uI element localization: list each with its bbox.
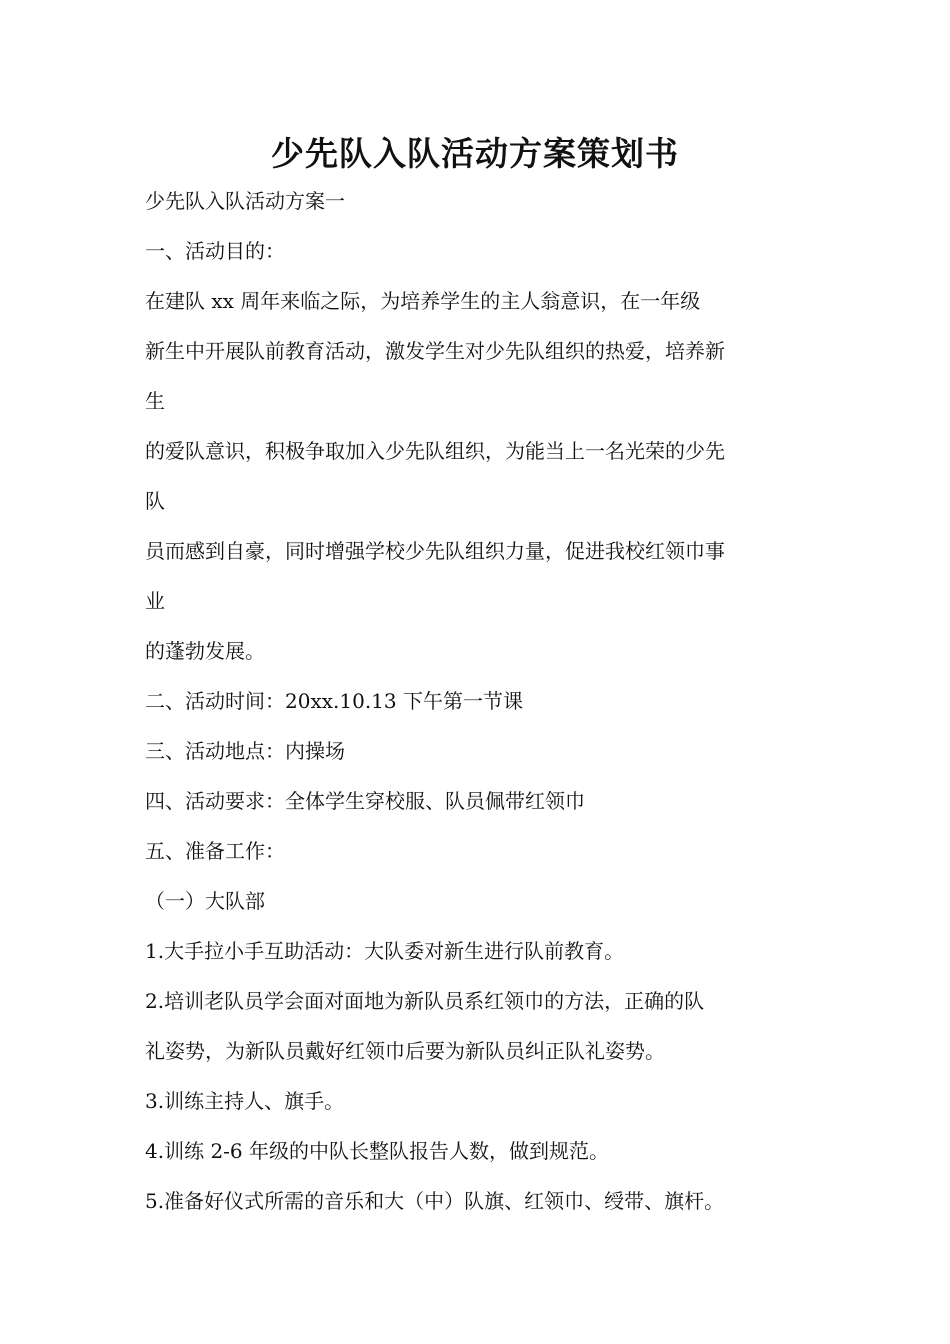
paragraph-line: 业	[145, 589, 165, 613]
paragraph-line: （一）大队部	[145, 889, 265, 913]
paragraph-line: 礼姿势，为新队员戴好红领巾后要为新队员纠正队礼姿势。	[145, 1039, 665, 1063]
document-title: 少先队入队活动方案策划书	[271, 134, 679, 173]
paragraph-line: 5.准备好仪式所需的音乐和大（中）队旗、红领巾、绶带、旗杆。	[145, 1189, 725, 1213]
paragraph-line: 一、活动目的：	[145, 239, 285, 263]
paragraph-line: 新生中开展队前教育活动，激发学生对少先队组织的热爱，培养新	[145, 339, 725, 363]
paragraph-line: 的爱队意识，积极争取加入少先队组织，为能当上一名光荣的少先	[145, 439, 725, 463]
paragraph-line: 员而感到自豪，同时增强学校少先队组织力量，促进我校红领巾事	[145, 539, 725, 563]
paragraph-line: 二、活动时间：20xx.10.13 下午第一节课	[145, 689, 523, 713]
paragraph-line: 3.训练主持人、旗手。	[145, 1089, 345, 1113]
paragraph-line: 五、准备工作：	[145, 839, 285, 863]
paragraph-line: 生	[145, 389, 165, 413]
paragraph-line: 四、活动要求：全体学生穿校服、队员佩带红领巾	[145, 789, 585, 813]
paragraph-line: 的蓬勃发展。	[145, 639, 265, 663]
paragraph-line: 三、活动地点：内操场	[145, 739, 345, 763]
paragraph-line: 队	[145, 489, 165, 513]
paragraph-line: 2.培训老队员学会面对面地为新队员系红领巾的方法，正确的队	[145, 989, 705, 1013]
document-body	[145, 176, 810, 1226]
paragraph-line: 1.大手拉小手互助活动：大队委对新生进行队前教育。	[145, 939, 625, 963]
paragraph-line: 少先队入队活动方案一	[145, 189, 345, 213]
paragraph-line: 4.训练 2-6 年级的中队长整队报告人数，做到规范。	[145, 1139, 610, 1163]
paragraph-line: 在建队 xx 周年来临之际，为培养学生的主人翁意识，在一年级	[145, 289, 701, 313]
